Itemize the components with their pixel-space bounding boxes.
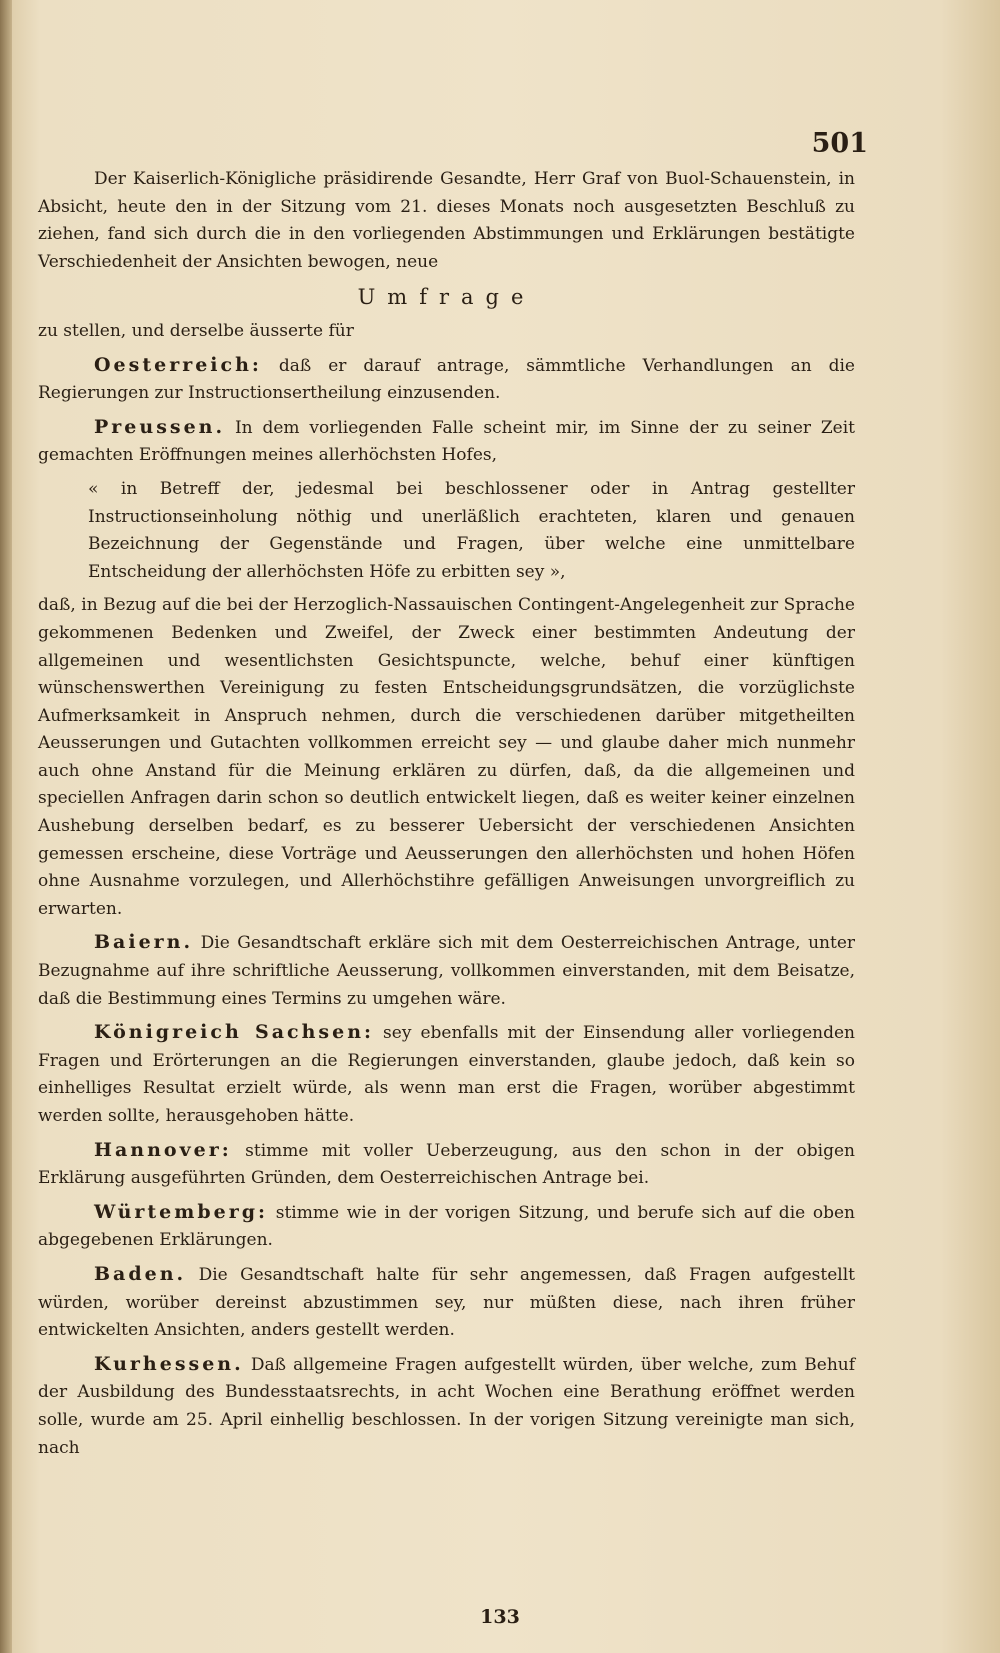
- section-heading: Umfrage: [357, 285, 536, 310]
- vote-text: stimme mit voller Ueberzeugung, aus den schon in der obigen Erklärung ausgeführten Gründen, dem Oesterreichischen Antrage bei.: [38, 1140, 856, 1189]
- vote-text: Die Gesandtschaft erkläre sich mit dem Oesterreichischen Antrage, unter Bezugnahme auf ihre schriftliche Aeusserung, vollkommen einverstanden, mit dem Beisatze, daß die Bestimmung eines Termins zu umgehen wäre.: [38, 933, 856, 1009]
- vote-kurhessen: [38, 1351, 855, 1462]
- vote-text: daß er darauf antrage, sämmtliche Verhandlungen an die Regierungen zur Instructionsertheilung einzusenden.: [38, 355, 855, 404]
- state-name: Kurhessen.: [94, 1352, 244, 1375]
- state-name: Baden.: [94, 1262, 187, 1285]
- page-number: 501: [811, 128, 868, 159]
- quotation: « in Betreff der, jedesmal bei beschlossener oder in Antrag gestellter Instructionseinholung nöthig und unerläßlich erachteten, klaren und genauen Bezeichnung der Gegenstände und Fragen, über welche eine unmittelbare Entscheidung der allerhöchsten Höfe zu erbitten sey »,: [88, 478, 855, 582]
- paragraph-intro: Der Kaiserlich-Königliche präsidirende Gesandte, Herr Graf von Buol-Schauenstein, in Absicht, heute den in der Sitzung vom 21. dieses Monats noch ausgesetzten Beschluß zu ziehen, fand sich durch die in den vorliegenden Abstimmungen und Erklärungen bestätigte Verschiedenheit der Ansichten bewogen, neue: [38, 169, 855, 272]
- vote-baden: [38, 1261, 855, 1345]
- vote-text: Daß allgemeine Fragen aufgestellt würden, über welche, zum Behuf der Ausbildung des Bundesstaatsrechts, in acht Wochen eine Berathung eröffnet werden solle, wurde am 25. April einhellig beschlossen. In der vorigen Sitzung vereinigte man sich, nach: [38, 1354, 856, 1458]
- vote-preussen: [38, 414, 855, 470]
- binding-edge: [0, 0, 12, 1653]
- paragraph-preussen-continued: daß, in Bezug auf die bei der Herzoglich-Nassauischen Contingent-Angelegenheit zur Sprache gekommenen Bedenken und Zweifel, der Zweck einer bestimmten Andeutung der allgemeinen und wesentlichsten Gesichtspuncte, welche, behuf einer künftigen wünschenswerthen Vereinigung zu festen Entscheidungsgrundsätzen, die vorzüglichste Aufmerksamkeit in Anspruch nehmen, durch die verschiedenen darüber mitgetheilten Aeusserungen und Gutachten vollkommen erreicht sey — und glaube daher mich nunmehr auch ohne Anstand für die Meinung erklären zu dürfen, daß, da die allgemeinen und speciellen Anfragen darin schon so deutlich entwickelt liegen, daß es weiter keiner einzelnen Aushebung derselben bedarf, es zu besserer Uebersicht der verschiedenen Ansichten gemessen erscheine, diese Vorträge und Aeusserungen den allerhöchsten und hohen Höfen ohne Ausnahme vorzulegen, und Allerhöchstihre gefälligen Anweisungen unvorgreiflich zu erwarten.: [38, 595, 855, 919]
- state-name: Baiern.: [94, 931, 194, 954]
- vote-text: stimme wie in der vorigen Sitzung, und berufe sich auf die oben abgegebenen Erklärungen.: [38, 1202, 855, 1251]
- body-text: [38, 166, 855, 1468]
- vote-wuertemberg: [38, 1199, 855, 1255]
- vote-baiern: [38, 929, 855, 1013]
- vote-sachsen: [38, 1019, 855, 1130]
- paragraph-after-heading: zu stellen, und derselbe äusserte für: [38, 320, 354, 341]
- state-name: Königreich Sachsen:: [94, 1021, 375, 1044]
- vote-text: In dem vorliegenden Falle scheint mir, im Sinne der zu seiner Zeit gemachten Eröffnungen meines allerhöchsten Hofes,: [38, 417, 856, 466]
- vote-text: Die Gesandtschaft halte für sehr angemessen, daß Fragen aufgestellt würden, worüber dereinst abzustimmen sey, nur müßten diese, nach ihren früher entwickelten Ansichten, anders gestellt werden.: [38, 1264, 856, 1341]
- vote-oesterreich: [38, 352, 855, 408]
- vote-text: sey ebenfalls mit der Einsendung aller vorliegenden Fragen und Erörterungen an die Regierungen einverstanden, glaube jedoch, daß kein so einhelliges Resultat erzielt würde, als wenn man erst die Fragen, worüber abgestimmt werden sollte, herausgehoben hätte.: [38, 1023, 855, 1126]
- printer-signature: 133: [480, 1606, 520, 1628]
- state-name: Oesterreich:: [94, 353, 262, 376]
- state-name: Hannover:: [94, 1138, 232, 1161]
- state-name: Würtemberg:: [94, 1200, 269, 1223]
- state-name: Preussen.: [94, 415, 226, 438]
- vote-hannover: [38, 1137, 855, 1193]
